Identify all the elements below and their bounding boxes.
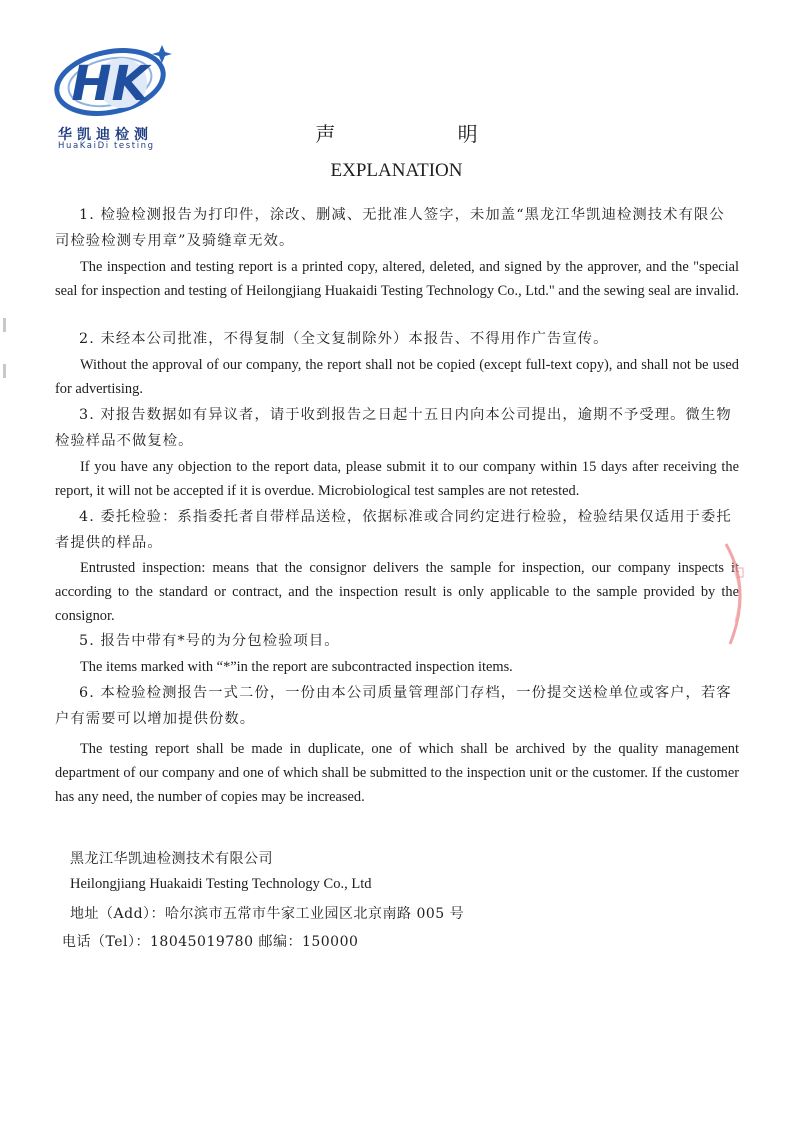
item-5-en: The items marked with “*”in the report are subcontracted inspection items. <box>80 659 513 675</box>
logo-mark-text: HK <box>71 56 149 112</box>
logo-name-en: HuaKaiDi testing <box>58 141 155 151</box>
item-1-cn: 1. 检验检测报告为打印件，涂改、删减、无批准人签字，未加盖“黑龙江华凯迪检测技术有限公司检验检测专用章”及骑缝章无效。 <box>55 207 725 249</box>
scan-edge-mark <box>3 318 6 332</box>
item-4-en: Entrusted inspection: means that the consignor delivers the sample for inspection, our company inspects it according to the standard or contract, and the inspection result is only applicable to the sample provided by the consignor. <box>55 560 739 624</box>
logo-name-cn: 华凯迪检测 <box>58 127 153 143</box>
footer-company-en: Heilongjiang Huakaidi Testing Technology Co., Ltd <box>70 876 372 892</box>
item-3-en: If you have any objection to the report data, please submit it to our company within 15 days after receiving the report, it will not be accepted if it is overdue. Microbiological test samples are not retested. <box>55 459 739 499</box>
item-2-en: Without the approval of our company, the report shall not be copied (except full-text copy), and shall not be used for advertising. <box>55 357 739 397</box>
title-en: EXPLANATION <box>330 160 463 181</box>
seal-stamp-icon <box>724 540 754 650</box>
item-5-cn: 5. 报告中带有*号的为分包检验项目。 <box>79 633 340 649</box>
item-3-cn: 3. 对报告数据如有异议者，请于收到报告之日起十五日内向本公司提出，逾期不予受理。微生物检验样品不做复检。 <box>55 407 732 449</box>
title-cn: 声 明 <box>315 122 536 146</box>
footer-phone: 电话（Tel）：18045019780 邮编：150000 <box>62 934 359 950</box>
item-2-cn: 2. 未经本公司批准，不得复制（全文复制除外）本报告、不得用作广告宣传。 <box>79 331 609 347</box>
item-4-cn: 4. 委托检验：系指委托者自带样品送检，依据标准或合同约定进行检验，检验结果仅适用于委托者提供的样品。 <box>55 509 732 551</box>
footer-address: 地址（Add）：哈尔滨市五常市牛家工业园区北京南路 005 号 <box>70 906 465 922</box>
item-1-en: The inspection and testing report is a printed copy, altered, deleted, and signed by the approver, and the "special seal for inspection and testing of Heilongjiang Huakaidi Testing Technology Co., Ltd." and the sewing seal are invalid. <box>55 259 739 299</box>
scan-edge-mark <box>3 364 6 378</box>
item-6-en: The testing report shall be made in duplicate, one of which shall be archived by the quality management department of our company and one of which shall be submitted to the inspection unit or the customer. If the customer has any need, the number of copies may be increased. <box>55 741 739 805</box>
hk-logo-icon <box>50 40 180 130</box>
item-6-cn: 6. 本检验检测报告一式二份，一份由本公司质量管理部门存档，一份提交送检单位或客户，若客户有需要可以增加提供份数。 <box>55 685 732 727</box>
footer-company-cn: 黑龙江华凯迪检测技术有限公司 <box>70 851 273 867</box>
